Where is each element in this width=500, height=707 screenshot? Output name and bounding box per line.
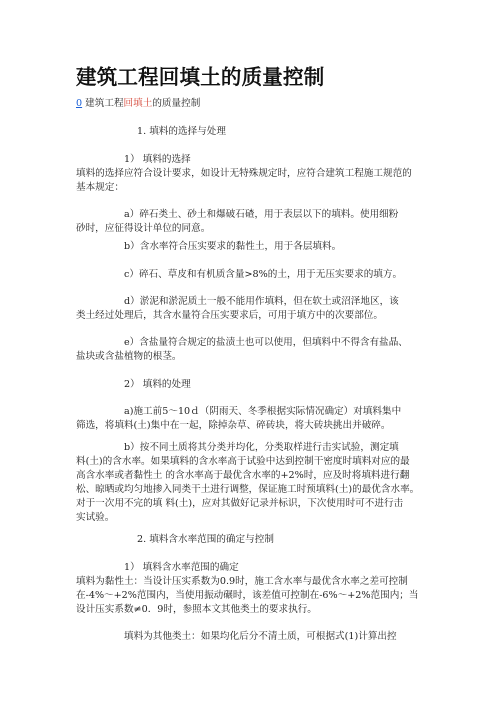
body-line: 在-4%～+2%范围内，当使用振动碾时，该差值可控制在-6%～+2%范围内；当 — [76, 590, 419, 601]
subtitle-text-end: 的质量控制 — [152, 98, 201, 109]
subtitle-line — [76, 97, 200, 111]
reference-link[interactable]: 0 — [76, 98, 83, 109]
subtitle-text: 建筑工程 — [82, 98, 124, 109]
subsection-heading: 2） 填料的处理 — [124, 379, 191, 390]
body-line: 设计压实系数≠0．9时，参照本文其他类土的要求执行。 — [76, 604, 317, 615]
body-line: d）淤泥和淤泥质土一般不能用作填料，但在软土或沼泽地区，该 — [124, 296, 399, 307]
body-line: 填料为其他类土：如果均化后分不清土质，可根据式(1)计算出控 — [124, 631, 397, 642]
body-line: 砂时，应征得设计单位的同意。 — [76, 223, 211, 234]
body-line: 对于一次用不完的填 料(土)，应对其做好记录并标识，下次使用时可不进行击 — [76, 498, 404, 509]
body-line: 松、晾晒或均匀地掺入同类干土进行调整，保证施工时预填料(土)的最优含水率。 — [76, 484, 420, 495]
body-line: e）含盐量符合规定的盐渍土也可以使用，但填料中不得含有盐晶、 — [124, 337, 408, 348]
body-line: a)施工前5～10ｄ（阴雨天、冬季根据实际情况确定）对填料集中 — [124, 406, 402, 417]
highlighted-keyword: 回填土 — [123, 98, 153, 109]
body-line: 基本规定： — [76, 182, 124, 193]
page-title: 建筑工程回填土的质量控制 — [76, 65, 325, 89]
body-line: 筛选，将填料(土)集中在一起，除掉杂草、碎砖块，将大砖块挑出并破碎。 — [76, 420, 391, 431]
section-heading: 2. 填料含水率范围的确定与控制 — [137, 534, 274, 545]
section-heading: 1. 填料的选择与处理 — [137, 126, 226, 137]
body-line: 实试验。 — [76, 512, 115, 523]
body-line: b）含水率符合压实要求的黏性土，用于各层填料。 — [124, 241, 342, 252]
body-line: a）碎石类土、砂土和爆破石碴，用于表层以下的填料。使用细粉 — [124, 209, 399, 220]
body-line: b）按不同土质将其分类并均化，分类取样进行击实试验，测定填 — [124, 442, 399, 453]
body-line: 盐块或含盐植物的根茎。 — [76, 351, 182, 362]
subsection-heading: 1） 填料含水率范围的确定 — [124, 562, 239, 573]
body-line: 料(土)的含水率。如果填料的含水率高于试验中达到控制干密度时填料对应的最 — [76, 456, 410, 467]
body-line: 类土经过处理后，其含水量符合压实要求后，可用于填方中的次要部位。 — [76, 310, 383, 321]
subsection-heading: 1） 填料的选择 — [124, 154, 191, 165]
body-line: 填料的选择应符合设计要求，如设计无特殊规定时，应符合建筑工程施工规范的 — [76, 168, 412, 179]
body-line: c）碎石、草皮和有机质含量>8%的土，用于无压实要求的填方。 — [124, 269, 403, 280]
body-line: 高含水率或者黏性土 的含水率高于最优含水率的+2%时，应及时将填料进行翻 — [76, 470, 410, 481]
body-line: 填料为黏性土：当设计压实系数为0.9时，施工含水率与最优含水率之差可控制 — [76, 576, 408, 587]
